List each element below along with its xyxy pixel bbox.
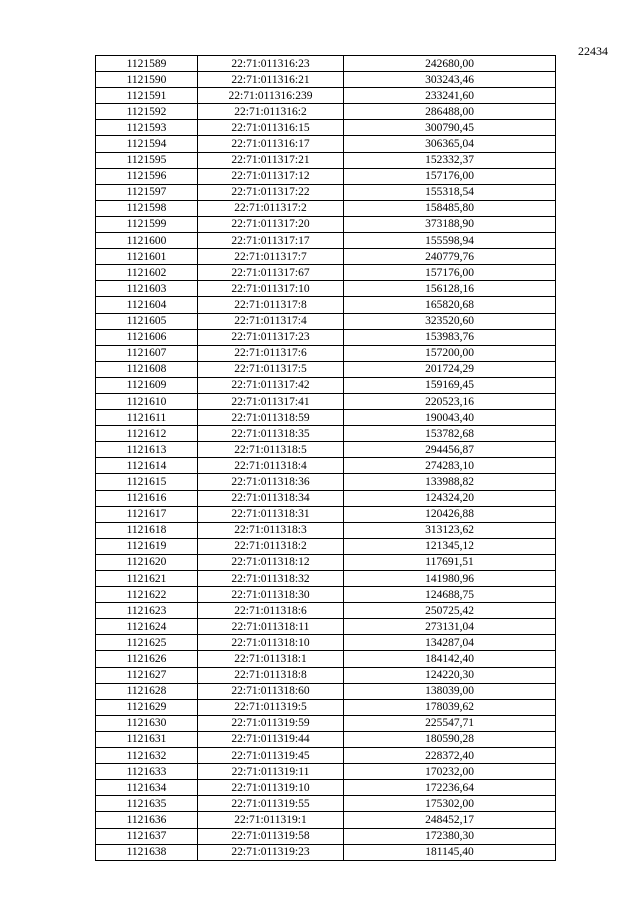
cadastral-number-cell: 22:71:011317:42 xyxy=(198,377,344,393)
record-number-cell: 1121617 xyxy=(96,506,198,522)
record-number-cell: 1121603 xyxy=(96,281,198,297)
cadastral-number-cell: 22:71:011317:20 xyxy=(198,216,344,232)
table-row xyxy=(96,393,556,409)
table-row xyxy=(96,297,556,313)
record-number-cell: 1121592 xyxy=(96,104,198,120)
table-row xyxy=(96,313,556,329)
table-row xyxy=(96,667,556,683)
table-row xyxy=(96,361,556,377)
cadastral-number-cell: 22:71:011316:2 xyxy=(198,104,344,120)
cadastral-number-cell: 22:71:011318:60 xyxy=(198,683,344,699)
record-number-cell: 1121622 xyxy=(96,587,198,603)
record-number-cell: 1121595 xyxy=(96,152,198,168)
table-row xyxy=(96,233,556,249)
cadastral-number-cell: 22:71:011316:23 xyxy=(198,56,344,72)
table-row xyxy=(96,764,556,780)
table-row xyxy=(96,104,556,120)
record-number-cell: 1121621 xyxy=(96,571,198,587)
cadastral-number-cell: 22:71:011318:32 xyxy=(198,571,344,587)
record-number-cell: 1121637 xyxy=(96,828,198,844)
table-row xyxy=(96,490,556,506)
table-row xyxy=(96,587,556,603)
cadastral-number-cell: 22:71:011317:21 xyxy=(198,152,344,168)
cadastral-number-cell: 22:71:011317:4 xyxy=(198,313,344,329)
cadastral-number-cell: 22:71:011318:34 xyxy=(198,490,344,506)
value-cell: 303243,46 xyxy=(344,72,556,88)
record-number-cell: 1121597 xyxy=(96,184,198,200)
table-row xyxy=(96,715,556,731)
record-number-cell: 1121619 xyxy=(96,538,198,554)
cadastral-number-cell: 22:71:011316:15 xyxy=(198,120,344,136)
record-number-cell: 1121635 xyxy=(96,796,198,812)
table-row xyxy=(96,136,556,152)
record-number-cell: 1121612 xyxy=(96,426,198,442)
table-row xyxy=(96,780,556,796)
value-cell: 153983,76 xyxy=(344,329,556,345)
table-row xyxy=(96,329,556,345)
value-cell: 323520,60 xyxy=(344,313,556,329)
record-number-cell: 1121615 xyxy=(96,474,198,490)
value-cell: 248452,17 xyxy=(344,812,556,828)
value-cell: 286488,00 xyxy=(344,104,556,120)
value-cell: 313123,62 xyxy=(344,522,556,538)
record-number-cell: 1121618 xyxy=(96,522,198,538)
cadastral-number-cell: 22:71:011318:59 xyxy=(198,410,344,426)
value-cell: 175302,00 xyxy=(344,796,556,812)
cadastral-number-cell: 22:71:011317:12 xyxy=(198,168,344,184)
value-cell: 240779,76 xyxy=(344,249,556,265)
value-cell: 273131,04 xyxy=(344,619,556,635)
value-cell: 274283,10 xyxy=(344,458,556,474)
record-number-cell: 1121624 xyxy=(96,619,198,635)
record-number-cell: 1121596 xyxy=(96,168,198,184)
record-number-cell: 1121614 xyxy=(96,458,198,474)
record-number-cell: 1121599 xyxy=(96,216,198,232)
cadastral-number-cell: 22:71:011318:11 xyxy=(198,619,344,635)
value-cell: 165820,68 xyxy=(344,297,556,313)
record-number-cell: 1121590 xyxy=(96,72,198,88)
cadastral-number-cell: 22:71:011317:22 xyxy=(198,184,344,200)
table-row xyxy=(96,426,556,442)
table-row xyxy=(96,683,556,699)
value-cell: 201724,29 xyxy=(344,361,556,377)
cadastral-number-cell: 22:71:011318:2 xyxy=(198,538,344,554)
value-cell: 190043,40 xyxy=(344,410,556,426)
cadastral-number-cell: 22:71:011318:35 xyxy=(198,426,344,442)
record-number-cell: 1121629 xyxy=(96,699,198,715)
table-row xyxy=(96,168,556,184)
record-number-cell: 1121625 xyxy=(96,635,198,651)
table-row xyxy=(96,522,556,538)
cadastral-number-cell: 22:71:011317:7 xyxy=(198,249,344,265)
table-row xyxy=(96,474,556,490)
table-row xyxy=(96,603,556,619)
cadastral-number-cell: 22:71:011319:1 xyxy=(198,812,344,828)
page-number: 22434 xyxy=(578,44,608,58)
record-number-cell: 1121638 xyxy=(96,844,198,860)
table-row xyxy=(96,506,556,522)
record-number-cell: 1121601 xyxy=(96,249,198,265)
value-cell: 124688,75 xyxy=(344,587,556,603)
value-cell: 124324,20 xyxy=(344,490,556,506)
table-row xyxy=(96,442,556,458)
table-row xyxy=(96,249,556,265)
value-cell: 120426,88 xyxy=(344,506,556,522)
cadastral-number-cell: 22:71:011317:2 xyxy=(198,200,344,216)
table-row xyxy=(96,731,556,747)
cadastral-number-cell: 22:71:011319:58 xyxy=(198,828,344,844)
value-cell: 138039,00 xyxy=(344,683,556,699)
record-number-cell: 1121610 xyxy=(96,393,198,409)
table-row xyxy=(96,844,556,860)
record-number-cell: 1121589 xyxy=(96,56,198,72)
cadastral-number-cell: 22:71:011317:10 xyxy=(198,281,344,297)
record-number-cell: 1121636 xyxy=(96,812,198,828)
value-cell: 155598,94 xyxy=(344,233,556,249)
record-number-cell: 1121600 xyxy=(96,233,198,249)
cadastral-number-cell: 22:71:011317:17 xyxy=(198,233,344,249)
table-row xyxy=(96,828,556,844)
value-cell: 225547,71 xyxy=(344,715,556,731)
cadastral-number-cell: 22:71:011318:3 xyxy=(198,522,344,538)
table-row xyxy=(96,120,556,136)
record-number-cell: 1121620 xyxy=(96,554,198,570)
table-row xyxy=(96,72,556,88)
cadastral-number-cell: 22:71:011319:55 xyxy=(198,796,344,812)
value-cell: 141980,96 xyxy=(344,571,556,587)
record-number-cell: 1121632 xyxy=(96,748,198,764)
value-cell: 233241,60 xyxy=(344,88,556,104)
record-number-cell: 1121607 xyxy=(96,345,198,361)
cadastral-number-cell: 22:71:011316:17 xyxy=(198,136,344,152)
record-number-cell: 1121594 xyxy=(96,136,198,152)
cadastral-number-cell: 22:71:011318:36 xyxy=(198,474,344,490)
table-row xyxy=(96,651,556,667)
value-cell: 170232,00 xyxy=(344,764,556,780)
record-number-cell: 1121626 xyxy=(96,651,198,667)
cadastral-number-cell: 22:71:011318:31 xyxy=(198,506,344,522)
record-number-cell: 1121593 xyxy=(96,120,198,136)
table-row xyxy=(96,265,556,281)
cadastral-number-cell: 22:71:011316:239 xyxy=(198,88,344,104)
value-cell: 178039,62 xyxy=(344,699,556,715)
table-row xyxy=(96,56,556,72)
value-cell: 121345,12 xyxy=(344,538,556,554)
table-row xyxy=(96,184,556,200)
table-row xyxy=(96,699,556,715)
table-row xyxy=(96,796,556,812)
value-cell: 242680,00 xyxy=(344,56,556,72)
value-cell: 184142,40 xyxy=(344,651,556,667)
value-cell: 181145,40 xyxy=(344,844,556,860)
cadastral-number-cell: 22:71:011317:67 xyxy=(198,265,344,281)
value-cell: 180590,28 xyxy=(344,731,556,747)
record-number-cell: 1121630 xyxy=(96,715,198,731)
record-number-cell: 1121634 xyxy=(96,780,198,796)
cadastral-number-cell: 22:71:011318:6 xyxy=(198,603,344,619)
value-cell: 220523,16 xyxy=(344,393,556,409)
table-row xyxy=(96,345,556,361)
cadastral-number-cell: 22:71:011318:1 xyxy=(198,651,344,667)
value-cell: 157176,00 xyxy=(344,265,556,281)
cadastral-number-cell: 22:71:011319:5 xyxy=(198,699,344,715)
cadastral-number-cell: 22:71:011319:59 xyxy=(198,715,344,731)
record-number-cell: 1121608 xyxy=(96,361,198,377)
table-row xyxy=(96,377,556,393)
value-cell: 158485,80 xyxy=(344,200,556,216)
cadastral-number-cell: 22:71:011317:8 xyxy=(198,297,344,313)
table-row xyxy=(96,635,556,651)
value-cell: 306365,04 xyxy=(344,136,556,152)
record-number-cell: 1121591 xyxy=(96,88,198,104)
value-cell: 152332,37 xyxy=(344,152,556,168)
cadastral-number-cell: 22:71:011319:10 xyxy=(198,780,344,796)
cadastral-number-cell: 22:71:011317:5 xyxy=(198,361,344,377)
record-number-cell: 1121631 xyxy=(96,731,198,747)
table-row xyxy=(96,571,556,587)
cadastral-number-cell: 22:71:011319:45 xyxy=(198,748,344,764)
cadastral-number-cell: 22:71:011318:4 xyxy=(198,458,344,474)
value-cell: 157176,00 xyxy=(344,168,556,184)
table-row xyxy=(96,281,556,297)
value-cell: 153782,68 xyxy=(344,426,556,442)
table-row xyxy=(96,812,556,828)
table-row xyxy=(96,554,556,570)
cadastral-number-cell: 22:71:011316:21 xyxy=(198,72,344,88)
value-cell: 156128,16 xyxy=(344,281,556,297)
cadastral-number-cell: 22:71:011319:23 xyxy=(198,844,344,860)
table-row xyxy=(96,216,556,232)
table-row xyxy=(96,88,556,104)
cadastral-number-cell: 22:71:011319:44 xyxy=(198,731,344,747)
record-number-cell: 1121604 xyxy=(96,297,198,313)
cadastral-number-cell: 22:71:011318:10 xyxy=(198,635,344,651)
table-row xyxy=(96,619,556,635)
cadastral-number-cell: 22:71:011319:11 xyxy=(198,764,344,780)
value-cell: 300790,45 xyxy=(344,120,556,136)
value-cell: 134287,04 xyxy=(344,635,556,651)
cadastral-number-cell: 22:71:011318:12 xyxy=(198,554,344,570)
record-number-cell: 1121598 xyxy=(96,200,198,216)
record-number-cell: 1121628 xyxy=(96,683,198,699)
value-cell: 133988,82 xyxy=(344,474,556,490)
record-number-cell: 1121606 xyxy=(96,329,198,345)
cadastral-number-cell: 22:71:011318:5 xyxy=(198,442,344,458)
value-cell: 294456,87 xyxy=(344,442,556,458)
value-cell: 172236,64 xyxy=(344,780,556,796)
cadastral-number-cell: 22:71:011318:8 xyxy=(198,667,344,683)
value-cell: 250725,42 xyxy=(344,603,556,619)
value-cell: 155318,54 xyxy=(344,184,556,200)
record-number-cell: 1121602 xyxy=(96,265,198,281)
record-number-cell: 1121611 xyxy=(96,410,198,426)
value-cell: 228372,40 xyxy=(344,748,556,764)
cadastral-table xyxy=(95,55,556,861)
cadastral-number-cell: 22:71:011317:41 xyxy=(198,393,344,409)
table-row xyxy=(96,200,556,216)
value-cell: 373188,90 xyxy=(344,216,556,232)
value-cell: 172380,30 xyxy=(344,828,556,844)
record-number-cell: 1121623 xyxy=(96,603,198,619)
record-number-cell: 1121633 xyxy=(96,764,198,780)
value-cell: 117691,51 xyxy=(344,554,556,570)
table-body xyxy=(96,56,556,861)
value-cell: 124220,30 xyxy=(344,667,556,683)
table-row xyxy=(96,748,556,764)
value-cell: 159169,45 xyxy=(344,377,556,393)
cadastral-number-cell: 22:71:011318:30 xyxy=(198,587,344,603)
record-number-cell: 1121613 xyxy=(96,442,198,458)
cadastral-number-cell: 22:71:011317:6 xyxy=(198,345,344,361)
table-row xyxy=(96,152,556,168)
record-number-cell: 1121605 xyxy=(96,313,198,329)
record-number-cell: 1121616 xyxy=(96,490,198,506)
table-row xyxy=(96,538,556,554)
record-number-cell: 1121627 xyxy=(96,667,198,683)
cadastral-number-cell: 22:71:011317:23 xyxy=(198,329,344,345)
table-row xyxy=(96,458,556,474)
table-row xyxy=(96,410,556,426)
value-cell: 157200,00 xyxy=(344,345,556,361)
record-number-cell: 1121609 xyxy=(96,377,198,393)
